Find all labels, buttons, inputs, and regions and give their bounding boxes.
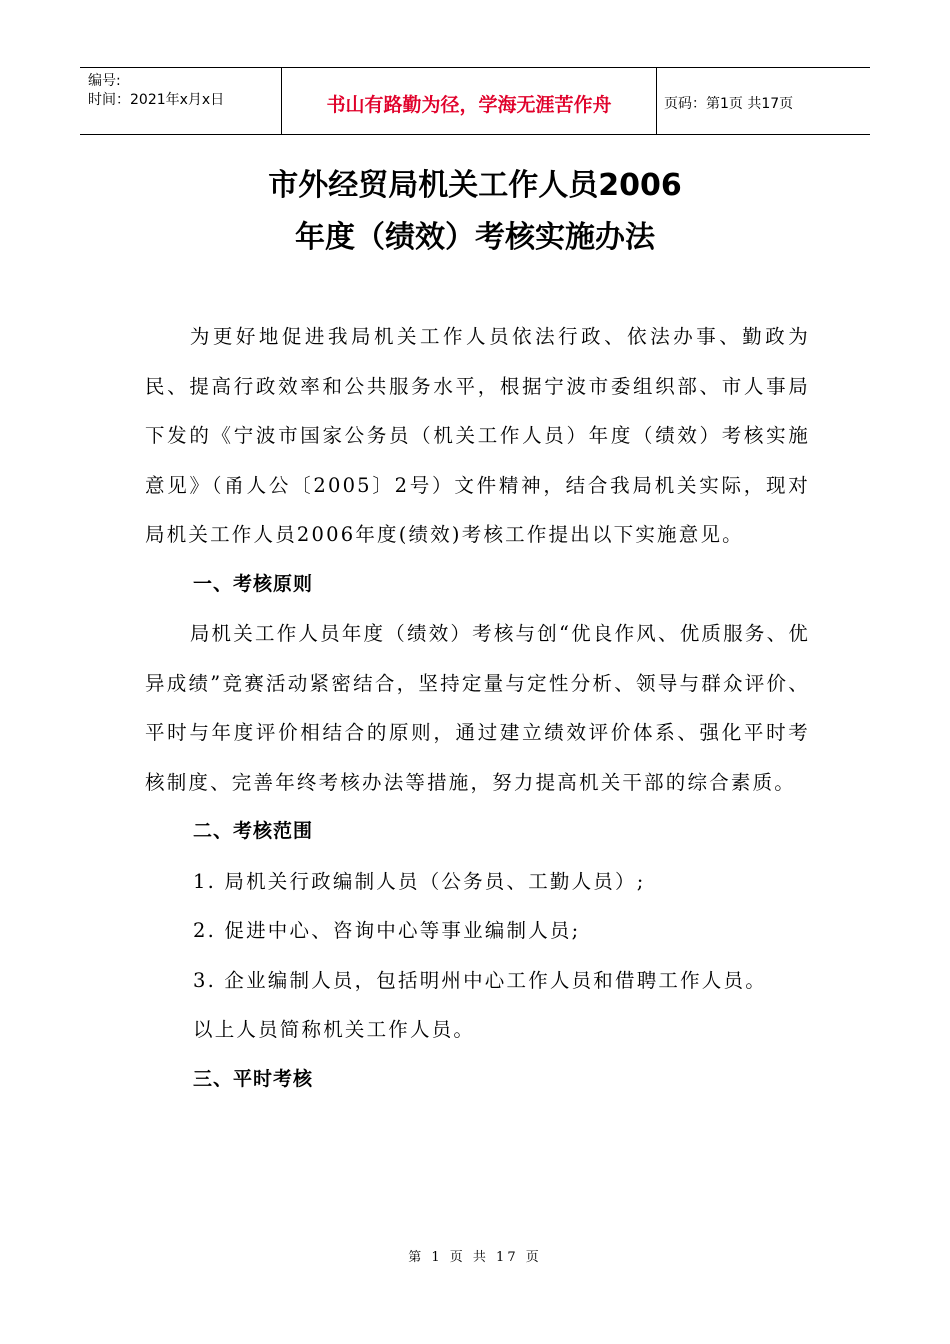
header-page-code: 页码：第1页 共17页 <box>664 96 794 112</box>
scope-list-item: 2. 促进中心、咨询中心等事业编制人员; <box>193 919 581 942</box>
scope-list-item: 3. 企业编制人员，包括明州中心工作人员和借聘工作人员。 <box>193 968 767 992</box>
document-title-line2: 年度（绩效）考核实施办法 <box>295 220 655 255</box>
document-body <box>145 312 810 1104</box>
page-footer: 第 1 页 共 17 页 <box>408 1250 542 1265</box>
document-title-line1: 市外经贸局机关工作人员2006 <box>268 168 682 203</box>
scope-note: 以上人员简称机关工作人员。 <box>193 1018 476 1041</box>
scope-list-item: 1. 局机关行政编制人员（公务员、工勤人员）; <box>193 869 646 893</box>
header-motto: 书山有路勤为径，学海无涯苦作舟 <box>282 68 657 134</box>
header-meta <box>80 68 282 134</box>
intro-paragraph: 为更好地促进我局机关工作人员依法行政、依法办事、勤政为民、提高行政效率和公共服务水平，根据宁波市委组织部、市人事局下发的《宁波市国家公务员（机关工作人员）年度（绩效）考核实施意见》（甬人公〔2005〕2号）文件精神，结合我局机关实际，现对局机关工作人员2006年度(绩效)考核工作提出以下实施意见。 <box>145 325 810 546</box>
section-heading-scope: 二、考核范围 <box>193 820 314 842</box>
time-label: 时间：2021年x月x日 <box>88 92 225 108</box>
number-label: 编号: <box>88 73 121 89</box>
document-header <box>80 67 870 135</box>
section-heading-routine-assessment: 三、平时考核 <box>193 1067 314 1090</box>
section-heading-principles: 一、考核原则 <box>193 572 314 595</box>
principles-paragraph: 局机关工作人员年度（绩效）考核与创“优良作风、优质服务、优异成绩”竞赛活动紧密结合，坚持定量与定性分析、领导与群众评价、平时与年度评价相结合的原则，通过建立绩效评价体系、强化平时考核制度、完善年终考核办法等措施，努力提高机关干部的综合素质。 <box>145 622 810 794</box>
